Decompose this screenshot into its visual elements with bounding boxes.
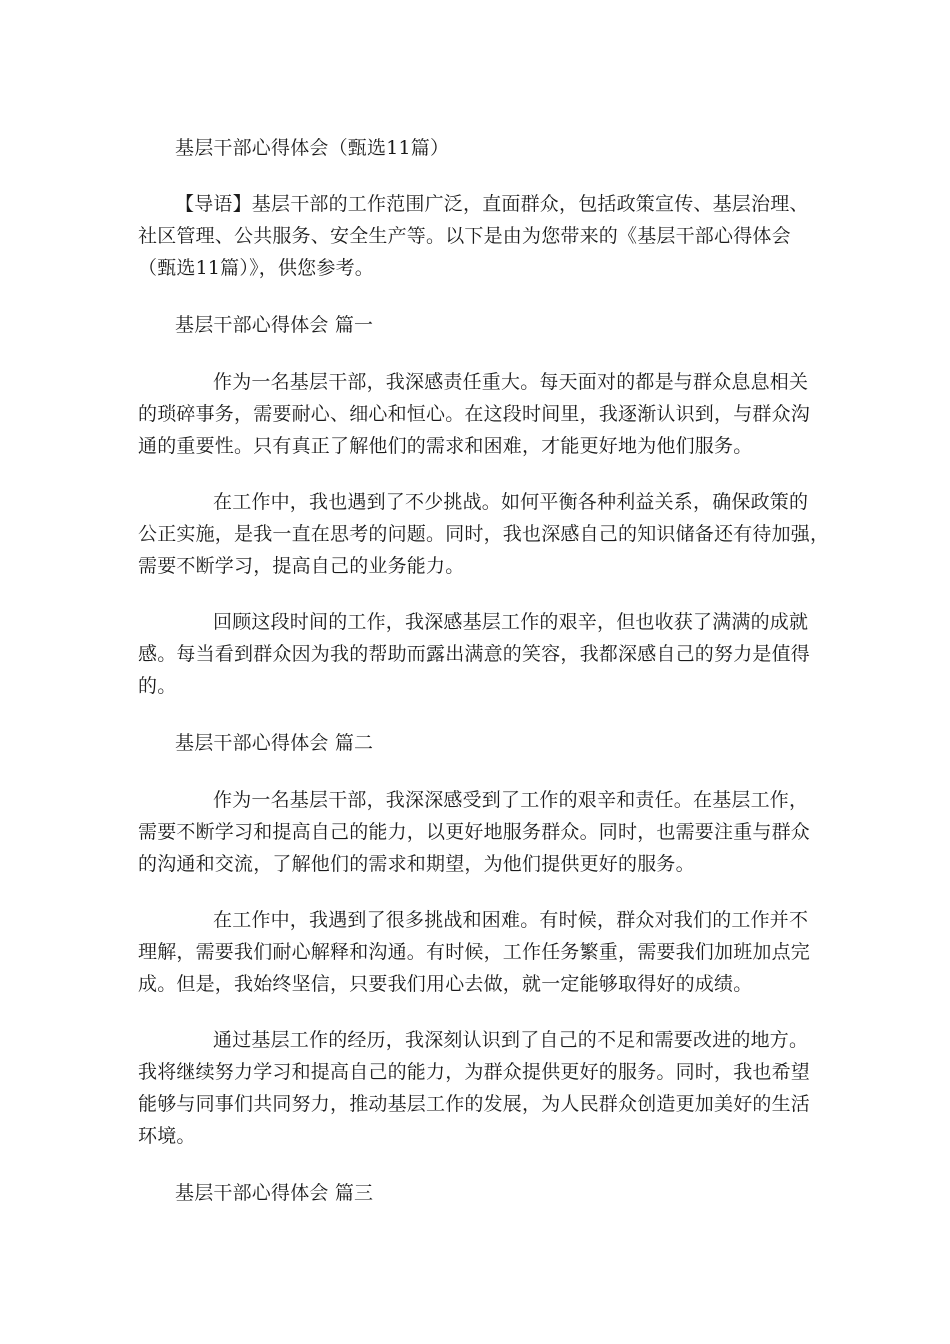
paragraph-line: 公正实施，是我一直在思考的问题。同时，我也深感自己的知识储备还有待加强，: [138, 523, 830, 545]
paragraph-line: 作为一名基层干部，我深感责任重大。每天面对的都是与群众息息相关: [213, 371, 809, 393]
section-heading: 基层干部心得体会 篇二: [175, 732, 374, 754]
intro-line: （甄选11篇）》，供您参考。: [138, 257, 374, 279]
paragraph-line: 环境。: [138, 1125, 196, 1147]
section-heading: 基层干部心得体会 篇一: [175, 314, 374, 336]
intro-line: 社区管理、公共服务、安全生产等。以下是由为您带来的《基层干部心得体会: [138, 225, 791, 247]
paragraph-line: 的沟通和交流，了解他们的需求和期望，为他们提供更好的服务。: [138, 853, 695, 875]
intro-line: 【导语】基层干部的工作范围广泛，直面群众，包括政策宣传、基层治理、: [175, 193, 809, 215]
paragraph-line: 作为一名基层干部，我深深感受到了工作的艰辛和责任。在基层工作，: [213, 789, 809, 811]
paragraph-line: 需要不断学习和提高自己的能力，以更好地服务群众。同时，也需要注重与群众: [138, 821, 811, 843]
paragraph-line: 在工作中，我也遇到了不少挑战。如何平衡各种利益关系，确保政策的: [213, 491, 809, 513]
paragraph-line: 通过基层工作的经历，我深刻认识到了自己的不足和需要改进的地方。: [213, 1029, 809, 1051]
paragraph-line: 需要不断学习，提高自己的业务能力。: [138, 555, 465, 577]
paragraph-line: 的。: [138, 675, 177, 697]
paragraph-line: 感。每当看到群众因为我的帮助而露出满意的笑容，我都深感自己的努力是值得: [138, 643, 811, 665]
paragraph-line: 成。但是，我始终坚信，只要我们用心去做，就一定能够取得好的成绩。: [138, 973, 753, 995]
paragraph-line: 理解，需要我们耐心解释和沟通。有时候，工作任务繁重，需要我们加班加点完: [138, 941, 811, 963]
paragraph-line: 回顾这段时间的工作，我深感基层工作的艰辛，但也收获了满满的成就: [213, 611, 809, 633]
paragraph-line: 我将继续努力学习和提高自己的能力，为群众提供更好的服务。同时，我也希望: [138, 1061, 811, 1083]
paragraph-line: 通的重要性。只有真正了解他们的需求和困难，才能更好地为他们服务。: [138, 435, 753, 457]
paragraph-line: 能够与同事们共同努力，推动基层工作的发展，为人民群众创造更加美好的生活: [138, 1093, 811, 1115]
document-title: 基层干部心得体会（甄选11篇）: [175, 137, 450, 159]
paragraph-line: 的琐碎事务，需要耐心、细心和恒心。在这段时间里，我逐渐认识到，与群众沟: [138, 403, 811, 425]
paragraph-line: 在工作中，我遇到了很多挑战和困难。有时候，群众对我们的工作并不: [213, 909, 809, 931]
section-heading: 基层干部心得体会 篇三: [175, 1182, 374, 1204]
